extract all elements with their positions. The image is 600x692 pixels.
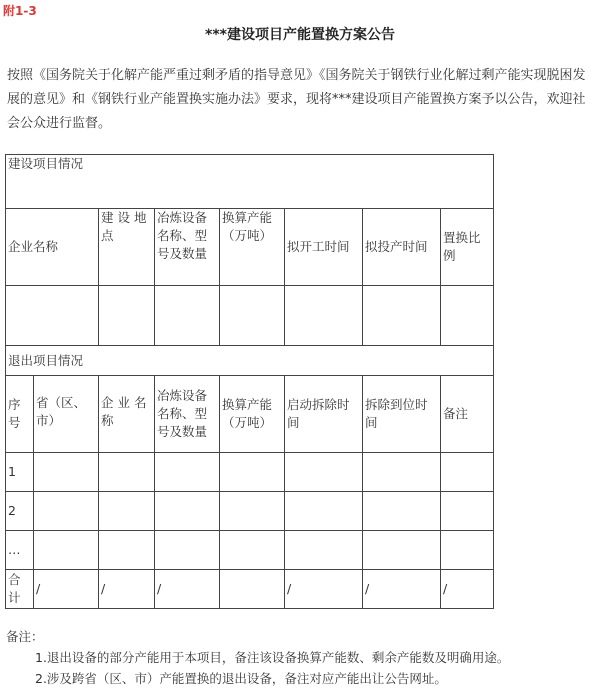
exit-cell: / — [99, 570, 155, 609]
exit-cell — [285, 453, 363, 492]
exit-cell — [155, 492, 220, 531]
build-cell — [99, 286, 155, 346]
build-section-label: 建设项目情况 — [6, 155, 494, 209]
build-header-capacity: 换算产能（万吨） — [220, 209, 285, 286]
note-item: 2.涉及跨省（区、市）产能置换的退出设备，备注对应产能出让公告网址。 — [35, 671, 447, 686]
exit-cell — [441, 453, 494, 492]
exit-section-label: 退出项目情况 — [6, 346, 494, 376]
exit-header-remark: 备注 — [441, 376, 494, 453]
exit-cell — [220, 570, 285, 609]
exit-cell: 合计 — [6, 570, 34, 609]
exit-cell: / — [285, 570, 363, 609]
exit-cell — [220, 531, 285, 570]
exit-cell — [285, 531, 363, 570]
exit-total-row — [6, 570, 494, 609]
exit-cell: 1 — [6, 453, 34, 492]
exit-cell — [220, 492, 285, 531]
replacement-table — [5, 154, 494, 609]
exit-cell — [155, 531, 220, 570]
exit-cell: / — [155, 570, 220, 609]
exit-cell — [441, 492, 494, 531]
build-cell — [6, 286, 99, 346]
notes-heading: 备注： — [6, 629, 44, 644]
exit-cell — [285, 492, 363, 531]
note-item: 1.退出设备的部分产能用于本项目，备注该设备换算产能数、剩余产能数及明确用途。 — [35, 650, 510, 665]
exit-header-seq: 序号 — [6, 376, 34, 453]
build-header-start: 拟开工时间 — [285, 209, 363, 286]
exit-cell — [34, 492, 99, 531]
exit-cell — [363, 531, 441, 570]
attachment-tag: 附1-3 — [3, 4, 37, 18]
intro-paragraph: 按照《国务院关于化解产能严重过剩矛盾的指导意见》《国务院关于钢铁行业化解过剩产能实现脱困发展的意见》和《钢铁行业产能置换实施办法》要求，现将***建设项目产能置换方案予以公告，欢迎社会公众进行监督。 — [7, 68, 586, 131]
exit-header-capacity: 换算产能（万吨） — [220, 376, 285, 453]
exit-cell — [34, 531, 99, 570]
exit-cell — [99, 492, 155, 531]
exit-header-equipment: 冶炼设备名称、型号及数量 — [155, 376, 220, 453]
exit-header-province: 省（区、市） — [34, 376, 99, 453]
notes-section — [6, 626, 596, 689]
build-cell — [155, 286, 220, 346]
exit-row — [6, 453, 494, 492]
exit-header-demolish-done: 拆除到位时间 — [363, 376, 441, 453]
exit-cell — [99, 453, 155, 492]
exit-cell — [34, 453, 99, 492]
exit-cell — [155, 453, 220, 492]
build-header-production: 拟投产时间 — [363, 209, 441, 286]
exit-cell: / — [34, 570, 99, 609]
build-data-row — [6, 286, 494, 346]
exit-cell: … — [6, 531, 34, 570]
build-cell — [285, 286, 363, 346]
exit-cell — [441, 531, 494, 570]
page-title: ***建设项目产能置换方案公告 — [205, 27, 395, 43]
build-header-ratio: 置换比例 — [441, 209, 494, 286]
build-cell — [441, 286, 494, 346]
exit-cell — [220, 453, 285, 492]
exit-cell: / — [363, 570, 441, 609]
exit-header-company: 企 业 名 称 — [99, 376, 155, 453]
exit-row — [6, 492, 494, 531]
exit-cell — [99, 531, 155, 570]
build-header-equipment: 冶炼设备名称、型号及数量 — [155, 209, 220, 286]
exit-cell: / — [441, 570, 494, 609]
build-cell — [220, 286, 285, 346]
build-header-company: 企业名称 — [6, 209, 99, 286]
exit-cell: 2 — [6, 492, 34, 531]
exit-cell — [363, 492, 441, 531]
build-header-location: 建 设 地 点 — [99, 209, 155, 286]
exit-cell — [363, 453, 441, 492]
exit-header-demolish-start: 启动拆除时间 — [285, 376, 363, 453]
exit-row — [6, 531, 494, 570]
build-cell — [363, 286, 441, 346]
